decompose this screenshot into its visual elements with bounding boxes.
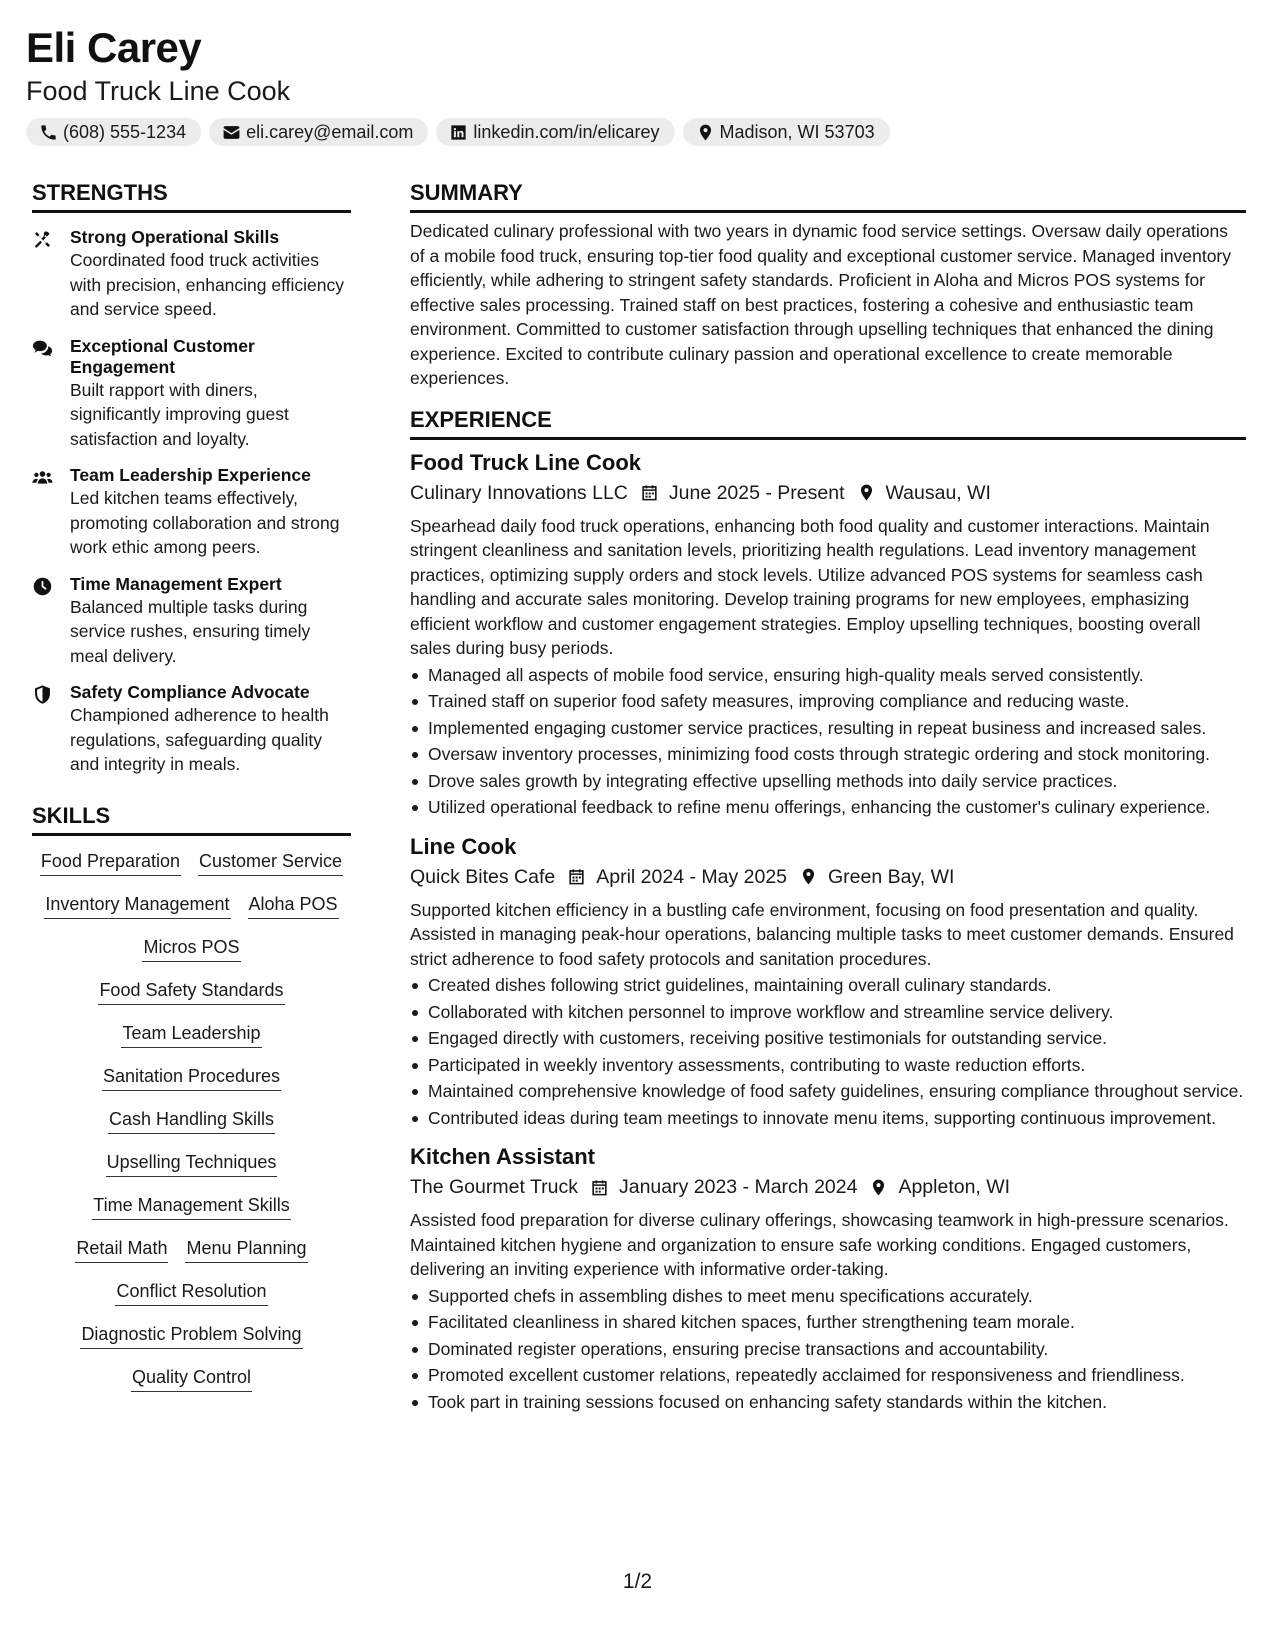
- calendar-icon: [567, 867, 586, 886]
- job-entry: [410, 832, 1246, 1131]
- job-title: Line Cook: [410, 833, 517, 859]
- job-meta: [410, 478, 1246, 508]
- job-meta: [410, 1172, 1246, 1202]
- strength-title: Safety Compliance Advocate: [70, 682, 310, 702]
- job-meta: [410, 862, 1246, 892]
- job-bullet: Dominated register operations, ensuring precise transactions and accountability.: [410, 1337, 1246, 1362]
- experience-heading: EXPERIENCE: [410, 405, 1246, 440]
- right-column: [410, 178, 1246, 1414]
- candidate-role: Food Truck Line Cook: [26, 76, 291, 106]
- contact-phone[interactable]: [26, 118, 201, 146]
- job-bullets: [410, 663, 1246, 820]
- job-company: Culinary Innovations LLC: [410, 481, 628, 504]
- job-bullet: Engaged directly with customers, receiving positive testimonials for outstanding service.: [410, 1026, 1246, 1051]
- skill-tag: Micros POS: [142, 934, 240, 962]
- contact-location[interactable]: [683, 118, 890, 146]
- skills-heading: SKILLS: [32, 801, 351, 836]
- team-icon: [32, 467, 53, 488]
- job-bullet: Drove sales growth by integrating effective upselling methods into daily service practices.: [410, 769, 1246, 794]
- job-company: The Gourmet Truck: [410, 1176, 578, 1198]
- job-title: Food Truck Line Cook: [410, 449, 642, 475]
- job-bullet: Promoted excellent customer relations, repeatedly acclaimed for responsiveness and friendliness.: [410, 1363, 1246, 1388]
- contact-email[interactable]: [209, 118, 428, 146]
- linkedin-icon: [449, 123, 468, 142]
- job-company: Quick Bites Cafe: [410, 865, 556, 888]
- skill-tag: Food Safety Standards: [98, 977, 284, 1005]
- skill-tag: Sanitation Procedures: [102, 1063, 281, 1091]
- skill-tag: Customer Service: [198, 848, 343, 876]
- resume-header: [26, 22, 1256, 146]
- skill-tag: Upselling Techniques: [106, 1149, 278, 1177]
- job-bullet: Oversaw inventory processes, minimizing food costs through strategic ordering and stock monitoring.: [410, 742, 1246, 767]
- strength-title: Strong Operational Skills: [70, 227, 280, 247]
- job-bullets: [410, 973, 1246, 1130]
- contact-linkedin-text: linkedin.com/in/elicarey: [473, 121, 660, 142]
- job-location: Appleton, WI: [898, 1176, 1011, 1198]
- strength-desc: Built rapport with diners, significantly improving guest satisfaction and loyalty.: [70, 379, 289, 449]
- job-bullets: [410, 1284, 1246, 1415]
- job-bullet: Collaborated with kitchen personnel to improve workflow and streamline service delivery.: [410, 1000, 1246, 1025]
- summary-heading: SUMMARY: [410, 178, 1246, 213]
- skill-tag: Retail Math: [75, 1235, 168, 1263]
- job-entry: [410, 448, 1246, 820]
- left-column: [32, 178, 351, 1407]
- job-dates: April 2024 - May 2025: [596, 865, 788, 888]
- contact-linkedin[interactable]: [436, 118, 674, 146]
- job-description: Supported kitchen efficiency in a bustling cafe environment, focusing on food presentation and quality. Assisted in managing peak-hour operations, balancing multiple tasks to meet customer demands. Ensured strict adherence to food safety protocols and sanitation procedures.: [410, 899, 1234, 969]
- shield-icon: [32, 684, 53, 705]
- skill-tag: Food Preparation: [40, 848, 181, 876]
- chat-icon: [32, 338, 53, 359]
- contact-phone-text: (608) 555-1234: [63, 121, 187, 142]
- strength-title: Exceptional Customer Engagement: [70, 335, 255, 377]
- skill-tag: Conflict Resolution: [115, 1278, 267, 1306]
- strength-desc: Balanced multiple tasks during service rushes, ensuring timely meal delivery.: [70, 596, 311, 666]
- location-icon: [696, 123, 715, 142]
- skill-tag: Aloha POS: [248, 891, 339, 919]
- job-bullet: Managed all aspects of mobile food service, ensuring high-quality meals served consistently.: [410, 663, 1246, 688]
- skill-tag: Inventory Management: [44, 891, 230, 919]
- skill-tag: Time Management Skills: [92, 1192, 290, 1220]
- phone-icon: [39, 123, 58, 142]
- candidate-name: Eli Carey: [26, 24, 202, 71]
- calendar-icon: [640, 483, 659, 502]
- calendar-icon: [590, 1178, 609, 1197]
- strength-title: Team Leadership Experience: [70, 465, 311, 485]
- strengths-heading: STRENGTHS: [32, 178, 351, 213]
- job-bullet: Contributed ideas during team meetings to innovate menu items, supporting continuous improvement.: [410, 1106, 1246, 1131]
- skill-tag: Quality Control: [131, 1364, 252, 1392]
- contact-email-text: eli.carey@email.com: [246, 121, 414, 142]
- summary-text: Dedicated culinary professional with two years in dynamic food service settings. Oversaw daily operations of a mobile food truck, ensuring top-tier food quality and exceptional customer service. Managed inventory efficiently, while adhering to stringent safety standards. Proficient in Aloha and Micros POS systems for effective sales processing. Trained staff on best practices, fostering a cohesive and enthusiastic team environment. Committed to customer satisfaction through upselling techniques that enhanced the dining experience. Excited to contribute culinary passion and operational excellence to create memorable experiences.: [410, 221, 1232, 388]
- skill-tag: Menu Planning: [185, 1235, 307, 1263]
- job-bullet: Participated in weekly inventory assessments, contributing to waste reduction efforts.: [410, 1053, 1246, 1078]
- contact-location-text: Madison, WI 53703: [719, 121, 875, 142]
- strength-title: Time Management Expert: [70, 573, 282, 594]
- job-description: Spearhead daily food truck operations, enhancing both food quality and customer interactions. Maintain stringent cleanliness and sanitation levels, prioritizing health regulations. Lead inventory management practices, optimizing supply orders and stock levels. Utilize advanced POS systems for seamless cash handling and accurate sales monitoring. Develop training programs for new employees, emphasizing efficient workflow and customer engagement strategies. Employ upselling techniques, boosting overall sales during busy periods.: [410, 515, 1210, 658]
- contact-bar: [26, 118, 1256, 146]
- job-description: Assisted food preparation for diverse culinary offerings, showcasing teamwork in high-pressure scenarios. Maintained kitchen hygiene and organization to ensure safe working conditions. Engaged customers, delivering an inviting experience with informative order-taking.: [410, 1210, 1229, 1279]
- job-bullet: Supported chefs in assembling dishes to meet menu specifications accurately.: [410, 1284, 1246, 1309]
- job-dates: January 2023 - March 2024: [618, 1176, 858, 1198]
- job-bullet: Implemented engaging customer service practices, resulting in repeat business and increased sales.: [410, 716, 1246, 741]
- strength-item: [32, 574, 351, 669]
- email-icon: [222, 123, 241, 142]
- tools-icon: [32, 229, 53, 250]
- skills-list: [32, 848, 351, 1392]
- skill-tag: Diagnostic Problem Solving: [80, 1321, 302, 1349]
- job-dates: June 2025 - Present: [668, 481, 845, 504]
- location-icon: [857, 483, 876, 502]
- clock-icon: [32, 576, 53, 597]
- strength-item: [32, 227, 351, 322]
- job-location: Green Bay, WI: [828, 865, 955, 888]
- job-bullet: Created dishes following strict guidelines, maintaining overall culinary standards.: [410, 973, 1246, 998]
- job-bullet: Maintained comprehensive knowledge of food safety guidelines, ensuring compliance throughout service.: [410, 1079, 1246, 1104]
- location-icon: [869, 1178, 888, 1197]
- job-bullet: Utilized operational feedback to refine menu offerings, enhancing the customer's culinary experience.: [410, 795, 1246, 820]
- strength-desc: Coordinated food truck activities with precision, enhancing efficiency and service speed.: [70, 250, 345, 319]
- job-bullet: Trained staff on superior food safety measures, improving compliance and reducing waste.: [410, 689, 1246, 714]
- strength-item: [32, 682, 351, 777]
- job-bullet: Facilitated cleanliness in shared kitchen spaces, further strengthening team morale.: [410, 1310, 1246, 1335]
- skill-tag: Team Leadership: [121, 1020, 261, 1048]
- strength-item: [32, 465, 351, 560]
- job-bullet: Took part in training sessions focused on enhancing safety standards within the kitchen.: [410, 1390, 1246, 1415]
- location-icon: [799, 867, 818, 886]
- job-title: Kitchen Assistant: [410, 1144, 596, 1169]
- job-location: Wausau, WI: [885, 481, 991, 504]
- strength-item: [32, 336, 351, 452]
- job-entry: [410, 1142, 1246, 1414]
- skill-tag: Cash Handling Skills: [108, 1106, 275, 1134]
- strength-desc: Championed adherence to health regulations, safeguarding quality and integrity in meals.: [70, 705, 329, 774]
- page-number: 1/2: [622, 1570, 653, 1593]
- strength-desc: Led kitchen teams effectively, promoting collaboration and strong work ethic among peers.: [70, 488, 340, 557]
